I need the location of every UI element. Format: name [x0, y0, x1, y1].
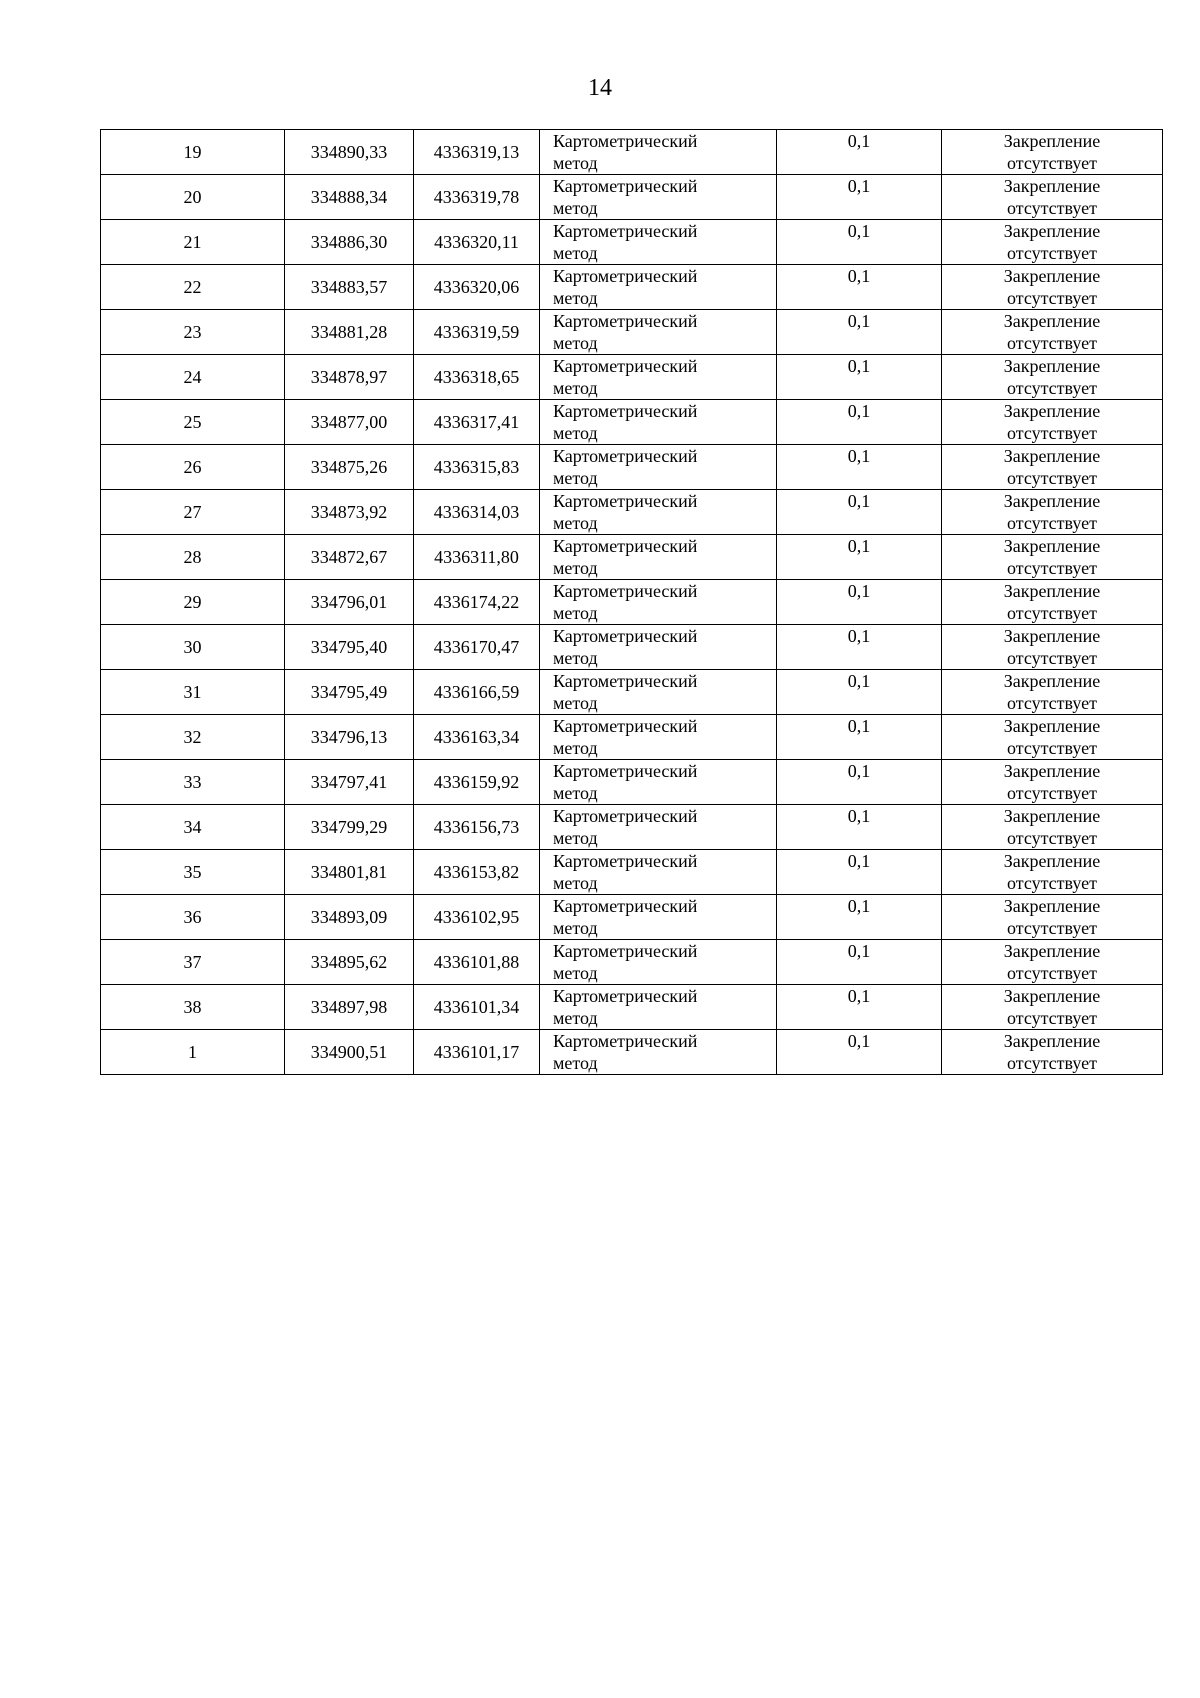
fixing-cell: [942, 985, 1163, 1030]
fixing-line-2: отсутствует: [1006, 1053, 1098, 1073]
page-number: 14: [588, 75, 612, 101]
method-line-1: Картометрический: [553, 716, 698, 736]
y-coordinate-cell: 4336318,65: [414, 355, 540, 400]
fixing-line-2: отсутствует: [1006, 963, 1098, 983]
method-cell: [540, 670, 777, 715]
method-line-1: Картометрический: [553, 851, 698, 871]
fixing-cell: [942, 580, 1163, 625]
point-number-cell: 36: [101, 895, 285, 940]
x-coordinate-cell: 334886,30: [285, 220, 414, 265]
fixing-cell: [942, 1030, 1163, 1075]
accuracy-cell: 0,1: [777, 625, 942, 670]
fixing-line-1: Закрепление: [1003, 131, 1101, 151]
table-row: [101, 580, 1163, 625]
fixing-line-2: отсутствует: [1006, 288, 1098, 308]
y-coordinate-cell: 4336159,92: [414, 760, 540, 805]
fixing-line-2: отсутствует: [1006, 513, 1098, 533]
x-coordinate-cell: 334893,09: [285, 895, 414, 940]
y-coordinate-cell: 4336101,34: [414, 985, 540, 1030]
fixing-line-1: Закрепление: [1003, 356, 1101, 376]
fixing-line-2: отсутствует: [1006, 828, 1098, 848]
table-row: [101, 310, 1163, 355]
fixing-line-2: отсутствует: [1006, 918, 1098, 938]
table-row: [101, 130, 1163, 175]
table-row: [101, 265, 1163, 310]
accuracy-cell: 0,1: [777, 490, 942, 535]
table-row: [101, 670, 1163, 715]
fixing-line-1: Закрепление: [1003, 671, 1101, 691]
fixing-line-1: Закрепление: [1003, 896, 1101, 916]
point-number-cell: 34: [101, 805, 285, 850]
fixing-line-2: отсутствует: [1006, 243, 1098, 263]
method-cell: [540, 1030, 777, 1075]
table-row: [101, 490, 1163, 535]
accuracy-cell: 0,1: [777, 220, 942, 265]
fixing-cell: [942, 940, 1163, 985]
accuracy-cell: 0,1: [777, 940, 942, 985]
y-coordinate-cell: 4336156,73: [414, 805, 540, 850]
point-number-cell: 19: [101, 130, 285, 175]
table-row: [101, 175, 1163, 220]
y-coordinate-cell: 4336317,41: [414, 400, 540, 445]
y-coordinate-cell: 4336319,59: [414, 310, 540, 355]
fixing-cell: [942, 760, 1163, 805]
point-number-cell: 38: [101, 985, 285, 1030]
table-row: [101, 625, 1163, 670]
fixing-line-1: Закрепление: [1003, 986, 1101, 1006]
y-coordinate-cell: 4336314,03: [414, 490, 540, 535]
x-coordinate-cell: 334900,51: [285, 1030, 414, 1075]
method-cell: [540, 535, 777, 580]
method-line-1: Картометрический: [553, 941, 698, 961]
accuracy-cell: 0,1: [777, 535, 942, 580]
table-row: [101, 535, 1163, 580]
accuracy-cell: 0,1: [777, 1030, 942, 1075]
point-number-cell: 37: [101, 940, 285, 985]
method-line-1: Картометрический: [553, 266, 698, 286]
fixing-line-1: Закрепление: [1003, 446, 1101, 466]
fixing-cell: [942, 895, 1163, 940]
point-number-cell: 32: [101, 715, 285, 760]
fixing-cell: [942, 490, 1163, 535]
x-coordinate-cell: 334890,33: [285, 130, 414, 175]
y-coordinate-cell: 4336101,17: [414, 1030, 540, 1075]
fixing-cell: [942, 715, 1163, 760]
x-coordinate-cell: 334796,13: [285, 715, 414, 760]
accuracy-cell: 0,1: [777, 355, 942, 400]
method-line-1: Картометрический: [553, 311, 698, 331]
method-line-2: метод: [553, 1008, 598, 1028]
fixing-line-1: Закрепление: [1003, 626, 1101, 646]
method-cell: [540, 805, 777, 850]
fixing-cell: [942, 850, 1163, 895]
method-line-1: Картометрический: [553, 581, 698, 601]
method-cell: [540, 265, 777, 310]
point-number-cell: 30: [101, 625, 285, 670]
method-cell: [540, 850, 777, 895]
fixing-cell: [942, 265, 1163, 310]
y-coordinate-cell: 4336166,59: [414, 670, 540, 715]
method-line-2: метод: [553, 783, 598, 803]
fixing-line-1: Закрепление: [1003, 221, 1101, 241]
fixing-cell: [942, 310, 1163, 355]
y-coordinate-cell: 4336170,47: [414, 625, 540, 670]
x-coordinate-cell: 334796,01: [285, 580, 414, 625]
fixing-line-2: отсутствует: [1006, 1008, 1098, 1028]
x-coordinate-cell: 334873,92: [285, 490, 414, 535]
point-number-cell: 35: [101, 850, 285, 895]
fixing-line-1: Закрепление: [1003, 851, 1101, 871]
accuracy-cell: 0,1: [777, 310, 942, 355]
point-number-cell: 29: [101, 580, 285, 625]
y-coordinate-cell: 4336320,06: [414, 265, 540, 310]
fixing-cell: [942, 445, 1163, 490]
method-cell: [540, 355, 777, 400]
table-row: [101, 895, 1163, 940]
accuracy-cell: 0,1: [777, 715, 942, 760]
table-row: [101, 400, 1163, 445]
accuracy-cell: 0,1: [777, 985, 942, 1030]
table-row: [101, 985, 1163, 1030]
fixing-cell: [942, 130, 1163, 175]
table-row: [101, 1030, 1163, 1075]
accuracy-cell: 0,1: [777, 805, 942, 850]
accuracy-cell: 0,1: [777, 130, 942, 175]
method-line-2: метод: [553, 153, 598, 173]
fixing-cell: [942, 355, 1163, 400]
table-row: [101, 715, 1163, 760]
accuracy-cell: 0,1: [777, 175, 942, 220]
fixing-line-2: отсутствует: [1006, 378, 1098, 398]
method-line-1: Картометрический: [553, 221, 698, 241]
method-line-1: Картометрический: [553, 671, 698, 691]
point-number-cell: 33: [101, 760, 285, 805]
fixing-cell: [942, 670, 1163, 715]
y-coordinate-cell: 4336315,83: [414, 445, 540, 490]
y-coordinate-cell: 4336174,22: [414, 580, 540, 625]
fixing-line-2: отсутствует: [1006, 873, 1098, 893]
point-number-cell: 21: [101, 220, 285, 265]
accuracy-cell: 0,1: [777, 265, 942, 310]
y-coordinate-cell: 4336163,34: [414, 715, 540, 760]
method-cell: [540, 310, 777, 355]
table-row: [101, 940, 1163, 985]
x-coordinate-cell: 334881,28: [285, 310, 414, 355]
fixing-line-2: отсутствует: [1006, 783, 1098, 803]
x-coordinate-cell: 334799,29: [285, 805, 414, 850]
x-coordinate-cell: 334877,00: [285, 400, 414, 445]
accuracy-cell: 0,1: [777, 850, 942, 895]
point-number-cell: 1: [101, 1030, 285, 1075]
fixing-line-1: Закрепление: [1003, 266, 1101, 286]
method-cell: [540, 715, 777, 760]
x-coordinate-cell: 334897,98: [285, 985, 414, 1030]
table-row: [101, 760, 1163, 805]
point-number-cell: 23: [101, 310, 285, 355]
method-line-2: метод: [553, 693, 598, 713]
method-line-1: Картометрический: [553, 176, 698, 196]
accuracy-cell: 0,1: [777, 445, 942, 490]
method-cell: [540, 940, 777, 985]
y-coordinate-cell: 4336101,88: [414, 940, 540, 985]
fixing-line-1: Закрепление: [1003, 1031, 1101, 1051]
method-cell: [540, 400, 777, 445]
x-coordinate-cell: 334883,57: [285, 265, 414, 310]
coordinates-table: [100, 129, 1163, 1075]
point-number-cell: 28: [101, 535, 285, 580]
point-number-cell: 24: [101, 355, 285, 400]
point-number-cell: 27: [101, 490, 285, 535]
x-coordinate-cell: 334795,49: [285, 670, 414, 715]
x-coordinate-cell: 334795,40: [285, 625, 414, 670]
fixing-line-2: отсутствует: [1006, 153, 1098, 173]
fixing-line-1: Закрепление: [1003, 716, 1101, 736]
fixing-line-1: Закрепление: [1003, 941, 1101, 961]
method-line-2: метод: [553, 423, 598, 443]
table-row: [101, 850, 1163, 895]
point-number-cell: 26: [101, 445, 285, 490]
method-line-1: Картометрический: [553, 446, 698, 466]
accuracy-cell: 0,1: [777, 670, 942, 715]
method-line-1: Картометрический: [553, 626, 698, 646]
fixing-cell: [942, 220, 1163, 265]
x-coordinate-cell: 334895,62: [285, 940, 414, 985]
accuracy-cell: 0,1: [777, 400, 942, 445]
method-line-1: Картометрический: [553, 401, 698, 421]
method-line-2: метод: [553, 333, 598, 353]
point-number-cell: 31: [101, 670, 285, 715]
fixing-cell: [942, 625, 1163, 670]
method-cell: [540, 490, 777, 535]
method-line-1: Картометрический: [553, 536, 698, 556]
method-line-2: метод: [553, 828, 598, 848]
fixing-line-1: Закрепление: [1003, 581, 1101, 601]
method-line-2: метод: [553, 198, 598, 218]
method-line-2: метод: [553, 243, 598, 263]
method-line-1: Картометрический: [553, 356, 698, 376]
point-number-cell: 25: [101, 400, 285, 445]
method-cell: [540, 130, 777, 175]
fixing-line-1: Закрепление: [1003, 401, 1101, 421]
fixing-line-1: Закрепление: [1003, 176, 1101, 196]
point-number-cell: 22: [101, 265, 285, 310]
y-coordinate-cell: 4336153,82: [414, 850, 540, 895]
y-coordinate-cell: 4336319,78: [414, 175, 540, 220]
fixing-line-1: Закрепление: [1003, 491, 1101, 511]
method-line-1: Картометрический: [553, 491, 698, 511]
accuracy-cell: 0,1: [777, 895, 942, 940]
y-coordinate-cell: 4336311,80: [414, 535, 540, 580]
method-line-1: Картометрический: [553, 896, 698, 916]
fixing-cell: [942, 535, 1163, 580]
method-line-2: метод: [553, 558, 598, 578]
method-line-1: Картометрический: [553, 1031, 698, 1051]
fixing-line-1: Закрепление: [1003, 311, 1101, 331]
method-cell: [540, 220, 777, 265]
method-line-2: метод: [553, 963, 598, 983]
method-cell: [540, 580, 777, 625]
fixing-line-2: отсутствует: [1006, 333, 1098, 353]
x-coordinate-cell: 334878,97: [285, 355, 414, 400]
method-line-2: метод: [553, 288, 598, 308]
y-coordinate-cell: 4336320,11: [414, 220, 540, 265]
x-coordinate-cell: 334801,81: [285, 850, 414, 895]
method-line-2: метод: [553, 378, 598, 398]
method-line-1: Картометрический: [553, 986, 698, 1006]
table-row: [101, 220, 1163, 265]
accuracy-cell: 0,1: [777, 580, 942, 625]
fixing-cell: [942, 400, 1163, 445]
x-coordinate-cell: 334797,41: [285, 760, 414, 805]
method-line-2: метод: [553, 468, 598, 488]
fixing-line-2: отсутствует: [1006, 423, 1098, 443]
table-body: [101, 130, 1163, 1075]
y-coordinate-cell: 4336319,13: [414, 130, 540, 175]
point-number-cell: 20: [101, 175, 285, 220]
method-cell: [540, 985, 777, 1030]
fixing-cell: [942, 175, 1163, 220]
method-line-1: Картометрический: [553, 761, 698, 781]
method-line-2: метод: [553, 873, 598, 893]
table-row: [101, 445, 1163, 490]
method-line-2: метод: [553, 648, 598, 668]
method-line-2: метод: [553, 738, 598, 758]
method-line-2: метод: [553, 918, 598, 938]
method-line-1: Картометрический: [553, 806, 698, 826]
method-line-1: Картометрический: [553, 131, 698, 151]
method-cell: [540, 625, 777, 670]
method-cell: [540, 895, 777, 940]
fixing-line-2: отсутствует: [1006, 558, 1098, 578]
method-cell: [540, 445, 777, 490]
fixing-line-2: отсутствует: [1006, 738, 1098, 758]
fixing-cell: [942, 805, 1163, 850]
x-coordinate-cell: 334888,34: [285, 175, 414, 220]
method-line-2: метод: [553, 603, 598, 623]
x-coordinate-cell: 334875,26: [285, 445, 414, 490]
fixing-line-2: отсутствует: [1006, 603, 1098, 623]
method-cell: [540, 175, 777, 220]
fixing-line-1: Закрепление: [1003, 536, 1101, 556]
method-line-2: метод: [553, 513, 598, 533]
fixing-line-2: отсутствует: [1006, 468, 1098, 488]
fixing-line-2: отсутствует: [1006, 198, 1098, 218]
table-row: [101, 355, 1163, 400]
fixing-line-1: Закрепление: [1003, 806, 1101, 826]
y-coordinate-cell: 4336102,95: [414, 895, 540, 940]
fixing-line-1: Закрепление: [1003, 761, 1101, 781]
table-row: [101, 805, 1163, 850]
method-cell: [540, 760, 777, 805]
x-coordinate-cell: 334872,67: [285, 535, 414, 580]
accuracy-cell: 0,1: [777, 760, 942, 805]
method-line-2: метод: [553, 1053, 598, 1073]
fixing-line-2: отсутствует: [1006, 648, 1098, 668]
fixing-line-2: отсутствует: [1006, 693, 1098, 713]
